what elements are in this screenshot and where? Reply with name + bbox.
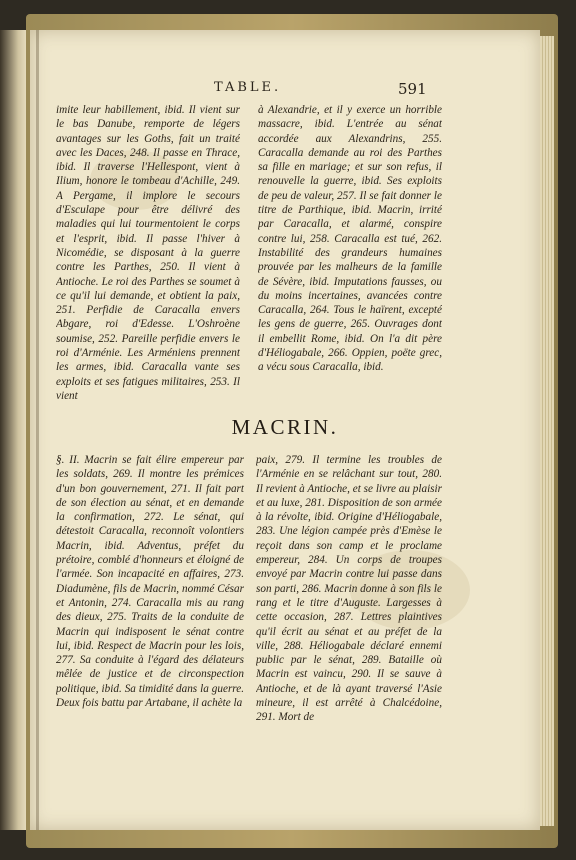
index-column-top-right: à Alexandrie, et il y exerce un horrible massacre, ibid. L'entrée au sénat accordée aux Alexandrins, 255. Caracalla demande au roi des Parthes sa fille en mariage; et sur son refus, il renouvelle la guerre, ibid. Ses exploits de peu de valeur, 257. Il se fait donner le titre de Parthique, ibid. Macrin, irrité par Caracalla, et alarmé, conspire contre lui, 258. Caracalla est tué, 262. Instabilité des grandeurs humaines prouvée par les malheurs de la famille de Sévère, ibid. Imputations fausses, ou du moins incertaines, avancées contre Caracalla, 264. Tous le haïrent, excepté les gens de guerre, 265. Ouvrages dont il embellit Rome, ibid. On l'a dit père d'Héliogabale, 266. Oppien, poëte grec, a vécu sous Caracalla, ibid.	[258, 104, 442, 374]
facing-page-edge	[0, 30, 26, 830]
section-heading: MACRIN.	[231, 415, 339, 439]
index-column-top-left: imite leur habillement, ibid. Il vient sur le bas Danube, remporte de légers avantages sur les Goths, fait un traité avec les Daces, 248. Il passe en Thrace, ibid. Il traverse l'Hellespont, vient à Ilium, honore le tombeau d'Achille, 249. A Pergame, il implore le secours d'Esculape pour être délivré des maladies qui lui tourmentoient le corps et l'esprit, ibid. Il passe l'hiver à Nicomédie, se disposant à la guerre contre les Parthes, 250. Il vient à Antioche. Le roi des Parthes se soumet à ce qu'il lui demande, et obtient la paix, 251. Perfidie de Caracalla envers Abgare, roi d'Edesse. L'Oshroène soumise, 252. Pareille perfidie envers le roi d'Arménie. Les Arméniens prennent les armes, ibid. Caracalla vante ses exploits et ses fatigues militaires, 253. Il vient	[56, 104, 240, 402]
page-stack-edge	[540, 36, 554, 826]
index-column-bottom-left: §. II. Macrin se fait élire empereur par les soldats, 269. Il montre les prémices d'un bon gouvernement, 271. Il fait part de son élection au sénat, et en demande la confirmation, 272. Le sénat, qui détestoit Caracalla, reconnoît volontiers Macrin, ibid. Adventus, préfet du prétoire, comblé d'honneurs et éloigné de l'armée. Son incapacité en affaires, 273. Diadumène, fils de Macrin, nommé César et Antonin, 274. Caracalla mis au rang des dieux, 275. Traits de la conduite de Macrin qui indisposent le sénat contre lui, ibid. Respect de Macrin pour les lois, 277. Sa conduite à l'égard des délateurs mêlée de justice et de circonspection politique, ibid. Sa timidité dans la guerre. Deux fois battu par Artabane, il achète la	[56, 454, 244, 710]
index-column-bottom-right: paix, 279. Il termine les troubles de l'Arménie en se relâchant sur tout, 280. Il revient à Antioche, et se livre au plaisir et au luxe, 281. Disposition de son armée à la révolte, ibid. Origine d'Héliogabale, 283. Une légion campée près d'Emèse le reçoit dans son camp et le proclame empereur, 284. Un corps de troupes envoyé par Macrin contre lui passe dans son parti, 286. Macrin donne à son fils le rang et le titre d'Auguste. Largesses à cette occasion, 287. Lettres plaintives qu'il écrit au sénat et au préfet de la ville, 288. Héliogabale déclaré ennemi public par le sénat, 289. Bataille où Macrin est vaincu, 290. Il se sauve à Antioche, et de là ayant traversé l'Asie mineure, il est arrêté à Chalcédoine, 291. Mort de	[256, 454, 442, 724]
page-number: 591	[398, 80, 427, 98]
running-head-title: TABLE.	[214, 80, 282, 95]
running-head	[30, 80, 540, 100]
